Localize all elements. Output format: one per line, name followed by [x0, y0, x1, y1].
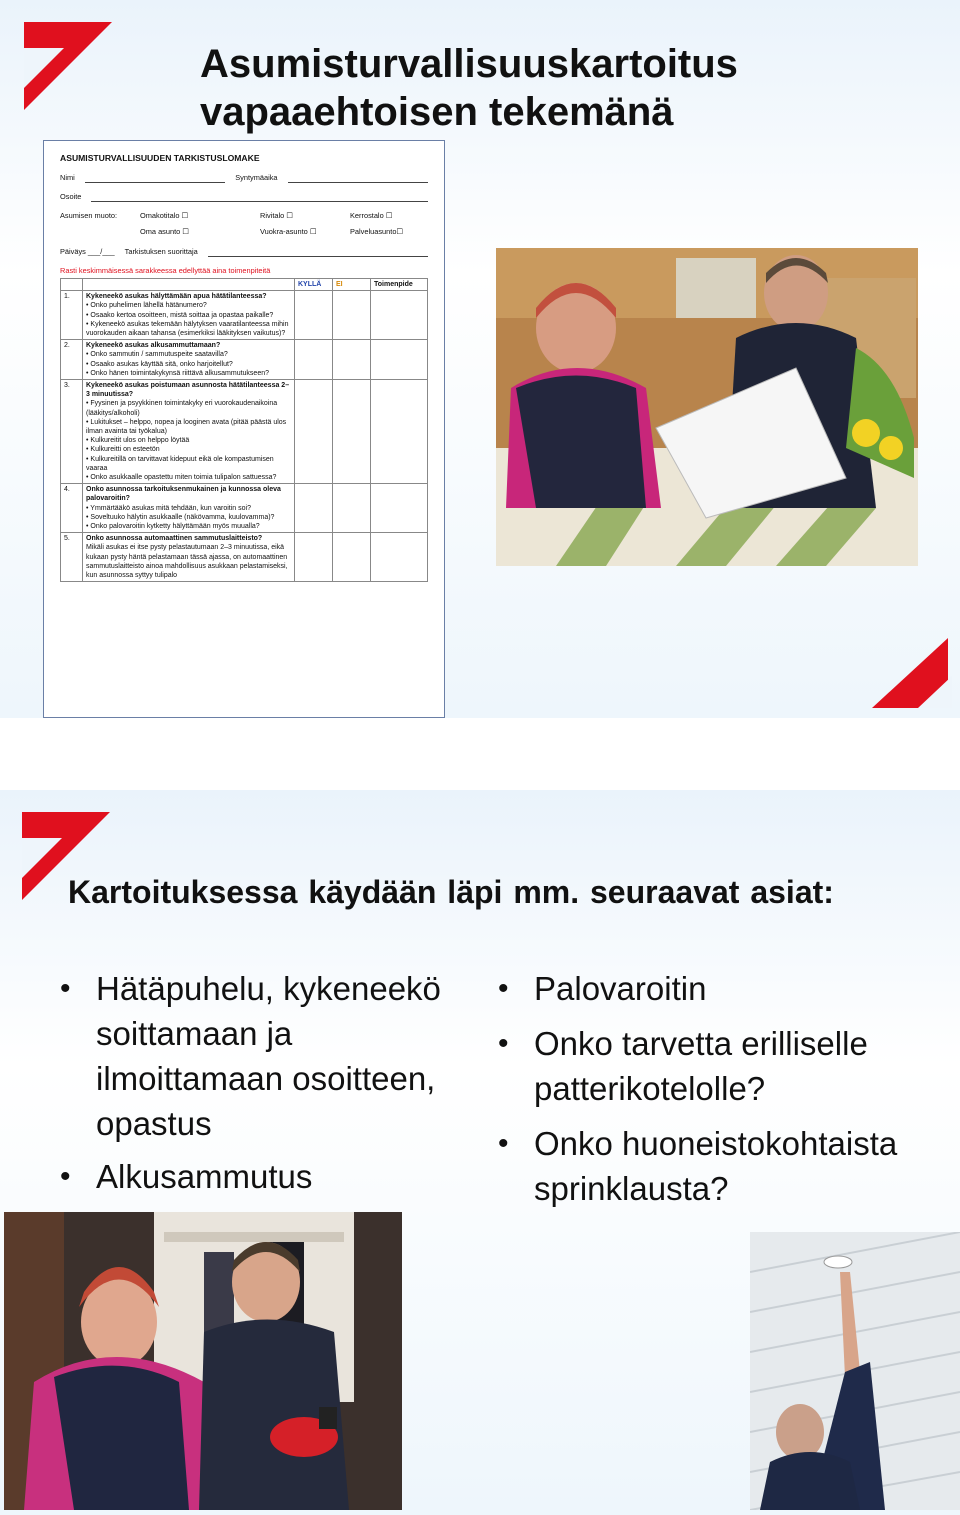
- question-heading: Kykeneekö asukas hälyttämään apua hätätilanteessa?: [86, 293, 267, 301]
- question-item: • Fyysinen ja psyykkinen toimintakyky eri vuorokaudenaikoina (lääkitys/alkoholi): [86, 399, 291, 417]
- photo-volunteer-with-resident: [496, 248, 918, 566]
- checklist-rows: [61, 291, 428, 582]
- question-item: • Kulkureitti on esteetön: [86, 445, 291, 454]
- address-row: Osoite: [60, 192, 428, 202]
- question-item: • Osaako kertoa osoitteen, mistä soittaa ja opastaa paikalle?: [86, 311, 291, 320]
- slide-title: Asumisturvallisuuskartoitus vapaaehtoisen tekemänä: [200, 42, 738, 134]
- red-corner-decoration: [24, 22, 112, 110]
- checklist-row: 2. Kykeneekö asukas alkusammuttamaan? • Onko sammutin / sammutuspeite saatavilla? • Osaako asukas käyttää sitä, onko harjoitellut? • Onko hänen toimintakykynsä riittävä alkusammutukseen?: [61, 340, 428, 380]
- bullet-emergency-call: • Hätäpuhelu, kykeneekö soittamaan ja ilmoittamaan osoitteen, opastus: [62, 966, 482, 1146]
- question-heading: Kykeneekö asukas poistumaan asunnosta hätätilanteessa 2–3 minuutissa?: [86, 382, 290, 399]
- checklist-row: 3. Kykeneekö asukas poistumaan asunnosta hätätilanteessa 2–3 minuutissa? • Fyysinen ja psyykkinen toimintakyky eri vuorokaudenaikoina (lääkitys/alkoholi) • Lukitukset – helppo, nopea ja looginen avata (pitää päästä ulos ilman avainta tai työkalua) • Kulkureitit ulos on helppo löytää • Kulkureitti on esteetön • Kulkureitillä on tarvittavat kidepuut eikä ole kompastumisen vaaraa • Onko asukkaalle opastettu miten toimia tulipalon sattuessa?: [61, 380, 428, 484]
- slide-subtitle: Kartoituksessa käydään läpi mm. seuraavat asiat:: [68, 874, 834, 910]
- question-item: • Onko sammutin / sammutuspeite saatavilla?: [86, 350, 291, 359]
- question-item: • Kulkureitillä on tarvittavat kidepuut eikä ole kompastumisen vaaraa: [86, 455, 291, 473]
- bullet-battery-case: • Onko tarvetta erilliselle patterikotelolle?: [500, 1021, 950, 1111]
- action-cell[interactable]: [371, 380, 428, 484]
- bullet-smoke-alarm: • Palovaroitin: [500, 966, 950, 1011]
- name-row: Nimi Syntymäaika: [60, 173, 428, 183]
- question-item: • Onko puhelimen lähellä hätänumero?: [86, 301, 291, 310]
- question-item: • Kulkureitit ulos on helppo löytää: [86, 436, 291, 445]
- photo-extinguisher-demo: [4, 1212, 402, 1510]
- yes-cell[interactable]: [295, 533, 333, 582]
- yes-cell[interactable]: [295, 484, 333, 533]
- action-cell[interactable]: [371, 340, 428, 380]
- question-item: • Onko hänen toimintakykynsä riittävä alkusammutukseen?: [86, 369, 291, 378]
- form-heading: ASUMISTURVALLISUUDEN TARKISTUSLOMAKE: [60, 153, 260, 163]
- date-row: Päiväys ___/___ Tarkistuksen suorittaja: [60, 247, 428, 257]
- housing-options: Asumisen muoto: Omakotitalo ☐ Rivitalo ☐ Kerrostalo ☐ Oma asunto ☐ Vuokra-asunto ☐ Palveluasunto☐: [60, 211, 404, 236]
- question-heading: Onko asunnossa tarkoituksenmukainen ja kunnossa oleva palovaroitin?: [86, 486, 281, 503]
- question-item: • Kykeneekö asukas tekemään hälytyksen vaaratilanteessa mihin vuorokauden aikaan tahansa (esimerkiksi lääkityksen vaikutus)?: [86, 320, 291, 338]
- red-corner-decoration-right: [872, 638, 948, 708]
- question-item: • Onko palovaroitin kytketty hälyttämään myös muualla?: [86, 522, 291, 531]
- yes-cell[interactable]: [295, 340, 333, 380]
- action-cell[interactable]: [371, 533, 428, 582]
- question-text: Mikäli asukas ei itse pysty pelastautumaan 2–3 minuutissa, eikä kukaan pysty häntä pelastamaan tässä ajassa, on automaattinen sammutuslaitteisto ainoa mahdollisuus asukkaan pelastamiseksi, kun asunnossa syttyy tulipalo: [86, 544, 288, 580]
- action-cell[interactable]: [371, 291, 428, 340]
- action-cell[interactable]: [371, 484, 428, 533]
- no-cell[interactable]: [333, 533, 371, 582]
- question-item: • Osaako asukas käyttää sitä, onko harjoitellut?: [86, 360, 291, 369]
- no-cell[interactable]: [333, 380, 371, 484]
- question-item: • Soveltuuko hälytin asukkaalle (näkövamma, kuulovamma)?: [86, 513, 291, 522]
- checklist-table: KYLLÄ EI Toimenpide 1. Kykeneekö asukas hälyttämään apua hätätilanteessa? • Onko puhelimen lähellä hätänumero? • Osaako kertoa osoitteen, mistä soittaa ja opastaa paikalle? • Kykeneekö asukas tekemään hälytyksen vaaratilanteessa mihin vuorokauden aikaan tahansa (esimerkiksi lääkityksen vaikutus)? 2. Kykeneekö asukas alkusammuttamaan? • Onko sammutin / sammutuspeite saatavilla? • Osaako asukas käyttää sitä, onko harjoitellut? • Onko hänen toimintakykynsä riittävä alkusammutukseen? 3. Kykeneekö asukas poistumaan asunnosta hätätilanteessa 2–3 minuutissa? • Fyysinen ja psyykkinen toimintakyky eri vuorokaudenaikoina (lääkitys/alkoholi) • Lukitukset – helppo, nopea ja looginen avata (pitää päästä ulos ilman avainta tai työkalua) • Kulkureitit ulos on helppo löytää • Kulkureitti on esteetön • Kulkureitillä on tarvittavat kidepuut eikä ole kompastumisen vaaraa • Onko asukkaalle opastettu miten toimia tulipalon sattuessa? 4. Onko asunnossa tarkoituksenmukainen ja kunnossa oleva palovaroitin? • Ymmärtääkö asukas mitä tehdään, kun varoitin soi? • Soveltuuko hälytin asukkaalle (näkövamma, kuulovamma)? • Onko palovaroitin kytketty hälyttämään myös muualla? 5. Onko asunnossa automaattinen sammutuslaitteisto? Mikäli asukas ei itse pysty pelastautumaan 2–3 minuutissa, eikä kukaan pysty häntä pelastamaan tässä ajassa, on automaattinen sammutuslaitteisto ainoa mahdollisuus asukkaan pelastamiseksi, kun asunnossa syttyy tulipalo: [60, 278, 428, 582]
- checklist-row: 4. Onko asunnossa tarkoituksenmukainen ja kunnossa oleva palovaroitin? • Ymmärtääkö asukas mitä tehdään, kun varoitin soi? • Soveltuuko hälytin asukkaalle (näkövamma, kuulovamma)? • Onko palovaroitin kytketty hälyttämään myös muualla?: [61, 484, 428, 533]
- form-note: Rasti keskimmäisessä sarakkeessa edellyttää aina toimenpiteitä: [60, 266, 271, 275]
- bullet-first-aid-extinguishing: • Alkusammutus: [62, 1154, 482, 1199]
- bullet-list-right: [500, 966, 950, 1221]
- question-item: • Ymmärtääkö asukas mitä tehdään, kun varoitin soi?: [86, 504, 291, 513]
- bullet-list-left: [62, 966, 482, 1207]
- yes-cell[interactable]: [295, 380, 333, 484]
- photo-smoke-alarm-installation: [750, 1232, 960, 1510]
- no-cell[interactable]: [333, 484, 371, 533]
- question-item: • Lukitukset – helppo, nopea ja looginen avata (pitää päästä ulos ilman avainta tai työkalua): [86, 418, 291, 436]
- question-item: • Onko asukkaalle opastettu miten toimia tulipalon sattuessa?: [86, 473, 291, 482]
- slide-2: [0, 790, 960, 1515]
- question-heading: Kykeneekö asukas alkusammuttamaan?: [86, 342, 221, 350]
- slide-1: [0, 0, 960, 718]
- bullet-sprinkler: • Onko huoneistokohtaista sprinklausta?: [500, 1121, 950, 1211]
- question-heading: Onko asunnossa automaattinen sammutuslaitteisto?: [86, 535, 263, 543]
- safety-checklist-form: [43, 140, 445, 718]
- checklist-row: 5. Onko asunnossa automaattinen sammutuslaitteisto? Mikäli asukas ei itse pysty pelastautumaan 2–3 minuutissa, eikä kukaan pysty häntä pelastamaan tässä ajassa, on automaattinen sammutuslaitteisto ainoa mahdollisuus asukkaan pelastamiseksi, kun asunnossa syttyy tulipalo: [61, 533, 428, 582]
- no-cell[interactable]: [333, 340, 371, 380]
- yes-cell[interactable]: [295, 291, 333, 340]
- checklist-row: 1. Kykeneekö asukas hälyttämään apua hätätilanteessa? • Onko puhelimen lähellä hätänumero? • Osaako kertoa osoitteen, mistä soittaa ja opastaa paikalle? • Kykeneekö asukas tekemään hälytyksen vaaratilanteessa mihin vuorokauden aikaan tahansa (esimerkiksi lääkityksen vaikutus)?: [61, 291, 428, 340]
- no-cell[interactable]: [333, 291, 371, 340]
